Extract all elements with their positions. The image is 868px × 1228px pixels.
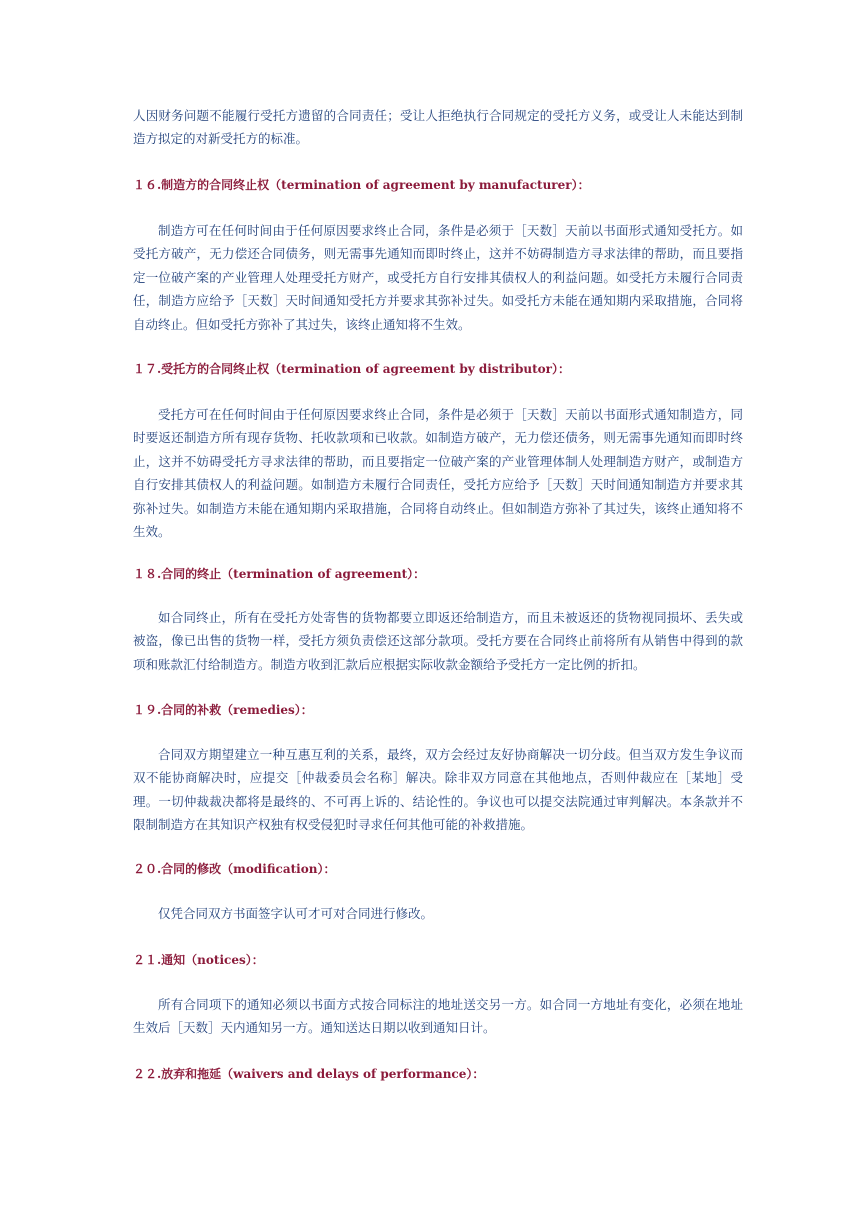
section-16-heading: １６.制造方的合同终止权（termination of agreement by manufacturer）： — [133, 178, 590, 192]
section-17-body: 受托方可在任何时间由于任何原因要求终止合同，条件是必须于［天数］天前以书面形式通知制造方，同时要返还制造方所有现存货物、托收款项和已收款。如制造方破产，无力偿还债务，则无需事先通知而即时终止，这并不妨碍受托方寻求法律的帮助，而且要指定一位破产案的产业管理体制人处理制造方财产，或制造方自行安排其债权人的利益问题。如制造方未履行合同责任，受托方应给予［天数］天时间通知制造方并要求其弥补过失。如制造方未能在通知期内采取措施，合同将自动终止。但如制造方弥补了其过失，该终止通知将不生效。 — [133, 407, 743, 540]
section-21-body: 所有合同项下的通知必须以书面方式按合同标注的地址送交另一方。如合同一方地址有变化，必须在地址生效后［天数］天内通知另一方。通知送达日期以收到通知日计。 — [133, 997, 743, 1036]
intro-paragraph: 人因财务问题不能履行受托方遗留的合同责任；受让人拒绝执行合同规定的受托方义务，或受让人未能达到制造方拟定的对新受托方的标准。 — [133, 108, 743, 147]
section-16-body: 制造方可在任何时间由于任何原因要求终止合同，条件是必须于［天数］天前以书面形式通知受托方。如受托方破产，无力偿还合同债务，则无需事先通知而即时终止，这并不妨碍制造方寻求法律的帮助，而且要指定一位破产案的产业管理人处理受托方财产，或受托方自行安排其债权人的利益问题。如受托方未履行合同责任，制造方应给予［天数］天时间通知受托方并要求其弥补过失。如受托方未能在通知期内采取措施，合同将自动终止。但如受托方弥补了其过失，该终止通知将不生效。 — [133, 223, 743, 332]
section-18-body: 如合同终止，所有在受托方处寄售的货物都要立即返还给制造方，而且未被返还的货物视同损坏、丢失或被盗，像已出售的货物一样，受托方须负责偿还这部分款项。受托方要在合同终止前将所有从销售中得到的款项和账款汇付给制造方。制造方收到汇款后应根据实际收款金额给予受托方一定比例的折扣。 — [133, 610, 743, 672]
section-20-heading: ２０.合同的修改（modification）： — [133, 862, 336, 876]
section-20-body: 仅凭合同双方书面签字认可才可对合同进行修改。 — [158, 906, 434, 921]
section-19-heading: １９.合同的补救（remedies）： — [133, 703, 313, 717]
section-21-heading: ２１.通知（notices）： — [133, 953, 264, 967]
section-19-body: 合同双方期望建立一种互惠互利的关系，最终，双方会经过友好协商解决一切分歧。但当双方发生争议而双不能协商解决时，应提交［仲裁委员会名称］解决。除非双方同意在其他地点，否则仲裁应在［某地］受理。一切仲裁裁决都将是最终的、不可再上诉的、结论性的。争议也可以提交法院通过审判解决。本条款并不限制制造方在其知识产权独有权受侵犯时寻求任何其他可能的补救措施。 — [133, 747, 743, 833]
section-18-heading: １８.合同的终止（termination of agreement）： — [133, 567, 426, 581]
section-22-heading: ２２.放弃和拖延（waivers and delays of performance）： — [133, 1067, 485, 1081]
section-17-heading: １７.受托方的合同终止权（termination of agreement by distributor）： — [133, 362, 570, 376]
